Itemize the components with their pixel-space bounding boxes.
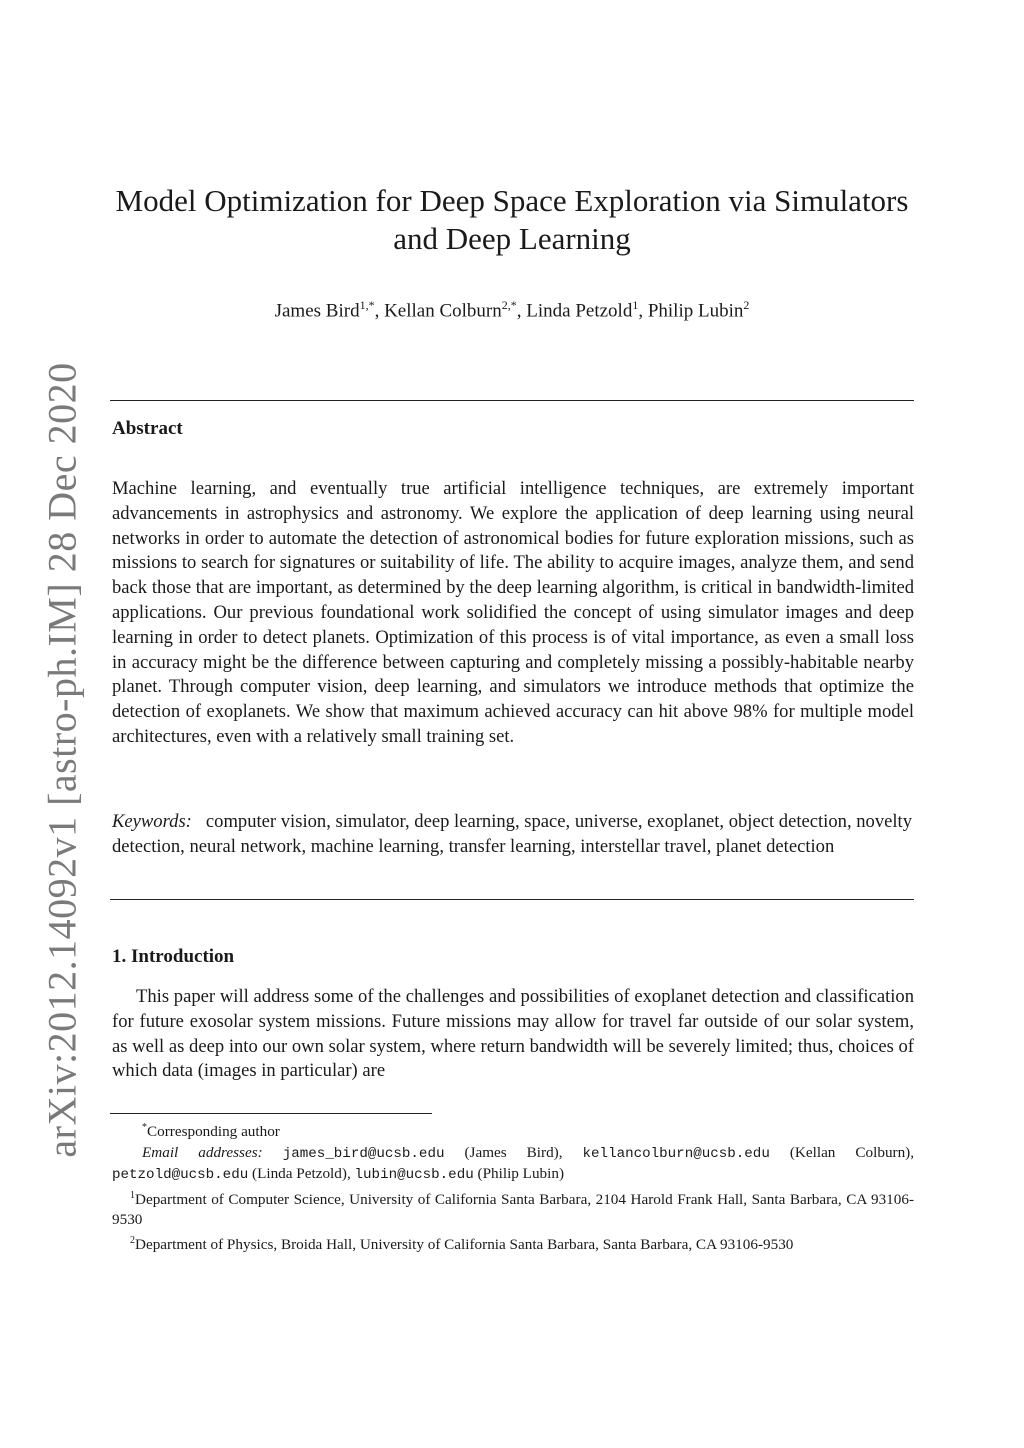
author-affiliation-mark: 1 xyxy=(632,298,639,312)
footnote-mark: * xyxy=(142,1122,147,1133)
author-name: Philip Lubin xyxy=(647,300,744,322)
email-owner: (Linda Petzold) xyxy=(252,1165,347,1183)
section-heading-introduction: 1. Introduction xyxy=(112,946,235,967)
arxiv-identifier: arXiv:2012.14092v1 [astro-ph.IM] 28 Dec 2020 xyxy=(39,362,85,1158)
introduction-text: This paper will address some of the challenges and possibilities of exoplanet detection and classification for future exosolar system missions. Future missions may allow for travel far outside of our solar system, as well as deep into our own solar system, where return bandwidth will be severely limited; thus, choices of which data (images in particular) are xyxy=(112,986,914,1082)
footnote-affiliation-2 xyxy=(112,1231,914,1256)
author-name: Kellan Colburn xyxy=(384,300,502,322)
paper-title: Model Optimization for Deep Space Exploration via Simulators and Deep Learning xyxy=(115,183,909,256)
author-affiliation-mark: 2,* xyxy=(501,298,517,312)
keywords-label: Keywords: xyxy=(112,811,192,832)
footnote-corresponding xyxy=(112,1118,914,1143)
abstract-heading: Abstract xyxy=(112,418,183,439)
email-owner: (Kellan Colburn) xyxy=(789,1143,911,1161)
author-list: James Bird$^{1,*}$, Kellan Colburn$^{2,*}$, Linda Petzold$^1$, Philip Lubin$^2$ xyxy=(274,298,750,322)
footnote-corresponding-text: Corresponding author xyxy=(147,1123,280,1141)
footnote-affiliation-1 xyxy=(112,1186,914,1231)
keywords-text: computer vision, simulator, deep learning, space, universe, exoplanet, object detection, novelty detection, neural network, machine learning, transfer learning, interstellar travel, planet detection xyxy=(112,811,913,857)
footnote-rule xyxy=(110,1113,432,1114)
footnote-emails: Email addresses: james_bird@ucsb.edu (James Bird), kellancolburn@ucsb.edu (Kellan Colburn), petzold@ucsb.edu (Linda Petzold), lubin@ucsb.edu (Philip Lubin) xyxy=(112,1143,915,1184)
footnote-mark: 2 xyxy=(130,1234,135,1246)
footnotes xyxy=(112,1118,914,1255)
author-affiliation-mark: 2 xyxy=(743,298,750,312)
email-link[interactable]: kellancolburn@ucsb.edu xyxy=(582,1145,770,1162)
author-name: Linda Petzold xyxy=(526,300,633,322)
affiliation-text: Department of Computer Science, University of California Santa Barbara, 2104 Harold Frank Hall, Santa Barbara, CA 93106-9530 xyxy=(112,1190,914,1229)
email-label: Email addresses: xyxy=(142,1143,263,1161)
email-owner: (James Bird) xyxy=(464,1143,559,1161)
email-link[interactable]: james_bird@ucsb.edu xyxy=(282,1145,445,1162)
keywords xyxy=(112,810,914,860)
author-affiliation-mark: 1,* xyxy=(359,298,375,312)
abstract-bottom-rule xyxy=(110,899,914,900)
abstract-top-rule xyxy=(110,400,914,401)
abstract-text: Machine learning, and eventually true artificial intelligence techniques, are extremely important advancements in astrophysics and astronomy. We explore the application of deep learning using neural networks in order to automate the detection of astronomical bodies for future exploration missions, such as missions to search for signatures or suitability of life. The ability to acquire images, analyze them, and send back those that are important, as determined by the deep learning algorithm, is critical in bandwidth-limited applications. Our previous foundational work solidified the concept of using simulator images and deep learning in order to detect planets. Optimization of this process is of vital importance, as even a small loss in accuracy might be the difference between capturing and completely missing a possibly-habitable nearby planet. Through computer vision, deep learning, and simulators we introduce methods that optimize the detection of exoplanets. We show that maximum achieved accuracy can hit above 98% for multiple model architectures, even with a relatively small training set. xyxy=(112,478,914,747)
footnote-mark: 1 xyxy=(130,1189,135,1201)
affiliation-text: Department of Physics, Broida Hall, University of California Santa Barbara, Santa Barbara, CA 93106-9530 xyxy=(135,1235,794,1253)
email-link[interactable]: petzold@ucsb.edu xyxy=(112,1167,249,1184)
email-link[interactable]: lubin@ucsb.edu xyxy=(354,1167,474,1184)
author-name: James Bird xyxy=(274,300,360,322)
email-owner: (Philip Lubin) xyxy=(477,1165,565,1183)
